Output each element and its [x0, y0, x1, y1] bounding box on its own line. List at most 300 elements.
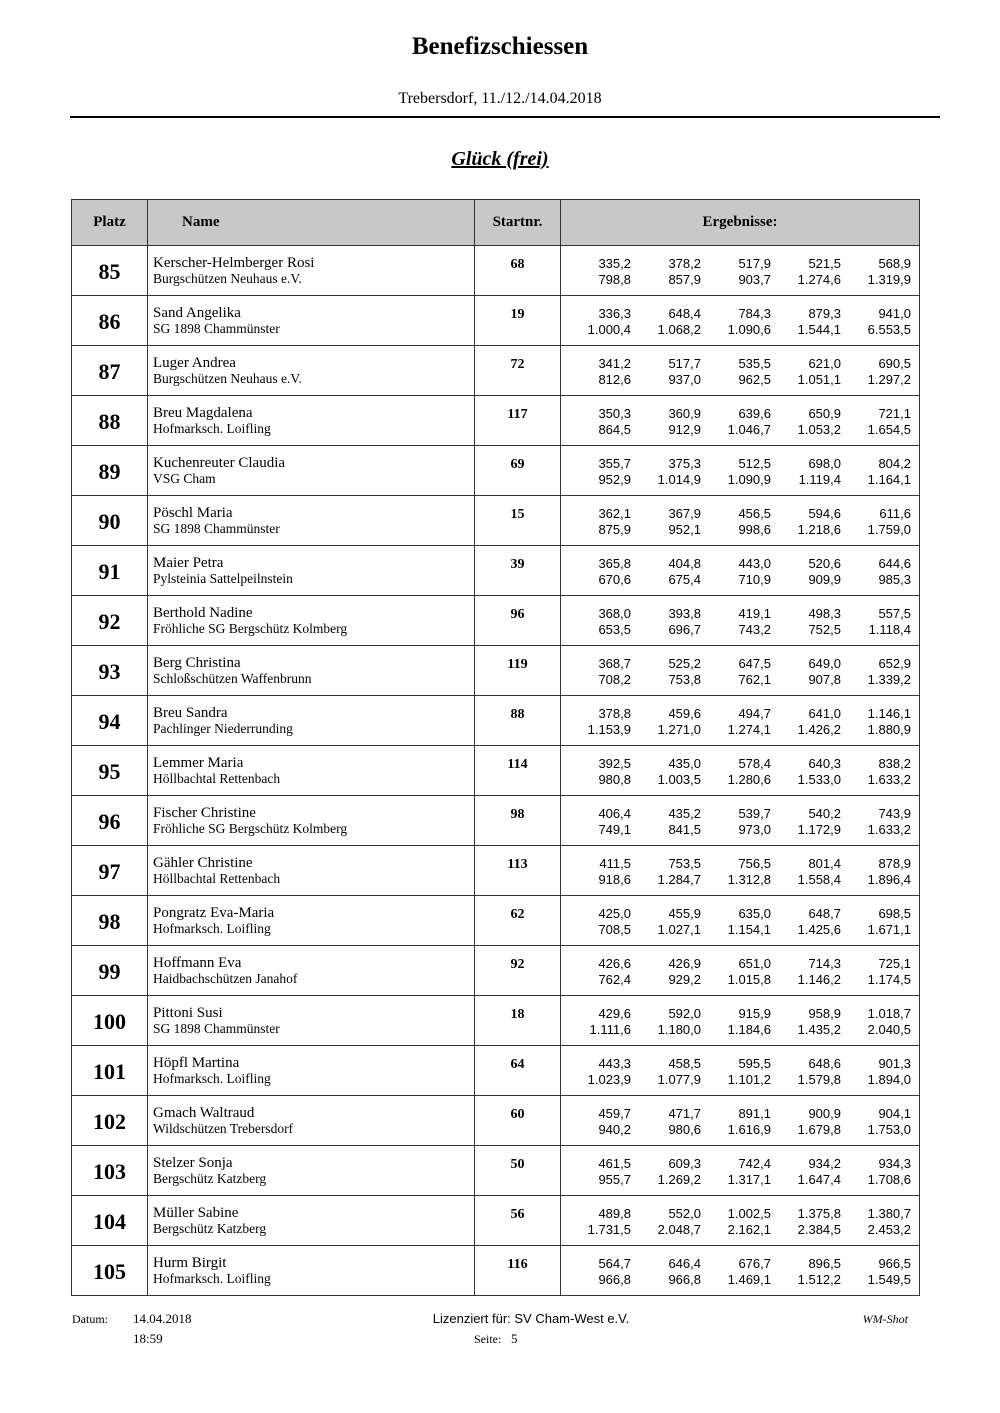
result-value: 1.180,0 — [657, 1022, 701, 1037]
result-value: 1.679,8 — [797, 1122, 841, 1137]
table-row — [72, 296, 920, 346]
result-value: 1.118,4 — [868, 622, 911, 637]
start-number: 68 — [475, 246, 561, 296]
result-value: 841,5 — [668, 822, 701, 837]
shooter-cell — [148, 796, 475, 846]
result-value: 557,5 — [878, 606, 911, 621]
result-value: 1.380,7 — [867, 1206, 911, 1221]
result-value: 517,9 — [738, 256, 771, 271]
results-table — [71, 199, 920, 1296]
results-cell — [561, 446, 920, 496]
result-value: 649,0 — [808, 656, 841, 671]
shooter-club: Bergschütz Katzberg — [153, 1171, 267, 1186]
result-value: 404,8 — [668, 556, 701, 571]
result-value: 520,6 — [808, 556, 841, 571]
shooter-cell — [148, 496, 475, 546]
start-number: 39 — [475, 546, 561, 596]
shooter-cell — [148, 446, 475, 496]
result-value: 929,2 — [668, 972, 701, 987]
footer-page-number: 5 — [511, 1331, 518, 1346]
shooter-name: Hurm Birgit — [153, 1255, 227, 1271]
results-grid — [561, 556, 911, 588]
result-value: 1.172,9 — [797, 822, 841, 837]
result-value: 1.297,2 — [867, 372, 911, 387]
footer-page-label: Seite: — [474, 1332, 502, 1346]
result-value: 1.101,2 — [727, 1072, 771, 1087]
result-value: 2.384,5 — [797, 1222, 841, 1237]
result-value: 966,8 — [598, 1272, 631, 1287]
table-row — [72, 1096, 920, 1146]
table-row — [72, 546, 920, 596]
result-value: 749,1 — [598, 822, 631, 837]
result-value: 1.671,1 — [867, 922, 911, 937]
shooter-name: Stelzer Sonja — [153, 1155, 233, 1171]
results-cell — [561, 696, 920, 746]
shooter-cell — [148, 596, 475, 646]
result-value: 1.000,4 — [587, 322, 631, 337]
footer-date-label: Datum: — [72, 1312, 108, 1326]
place-number: 91 — [72, 546, 148, 596]
footer-brand: WM-Shot — [862, 1312, 908, 1326]
results-cell — [561, 546, 920, 596]
results-cell — [561, 646, 920, 696]
result-value: 1.280,6 — [727, 772, 771, 787]
result-value: 676,7 — [738, 1256, 771, 1271]
start-number: 62 — [475, 896, 561, 946]
shooter-cell — [148, 996, 475, 1046]
place-number: 98 — [72, 896, 148, 946]
results-grid — [561, 756, 911, 788]
shooter-name: Hoffmann Eva — [153, 955, 242, 971]
result-value: 1.558,4 — [797, 872, 841, 887]
result-value: 1.880,9 — [867, 722, 911, 737]
result-value: 639,6 — [738, 406, 771, 421]
result-value: 1.533,0 — [797, 772, 841, 787]
shooter-cell — [148, 1246, 475, 1296]
results-cell — [561, 396, 920, 446]
result-value: 1.174,5 — [867, 972, 911, 987]
shooter-name: Gähler Christine — [153, 855, 253, 871]
table-row — [72, 396, 920, 446]
result-value: 1.002,5 — [727, 1206, 771, 1221]
result-value: 798,8 — [598, 272, 631, 287]
result-value: 698,5 — [878, 906, 911, 921]
results-grid — [561, 1206, 911, 1238]
start-number: 69 — [475, 446, 561, 496]
footer-date: 14.04.2018 — [133, 1311, 192, 1326]
result-value: 937,0 — [668, 372, 701, 387]
result-value: 1.759,0 — [867, 522, 911, 537]
result-value: 1.051,1 — [797, 372, 841, 387]
result-value: 708,5 — [598, 922, 631, 937]
shooter-name: Höpfl Martina — [153, 1055, 240, 1071]
result-value: 362,1 — [598, 506, 631, 521]
result-value: 1.003,5 — [657, 772, 701, 787]
result-value: 1.184,6 — [727, 1022, 771, 1037]
result-value: 1.633,2 — [867, 822, 911, 837]
start-number: 56 — [475, 1196, 561, 1246]
results-cell — [561, 796, 920, 846]
result-value: 6.553,5 — [867, 322, 911, 337]
shooter-name: Maier Petra — [153, 555, 224, 571]
result-value: 443,3 — [598, 1056, 631, 1071]
result-value: 1.426,2 — [797, 722, 841, 737]
shooter-cell — [148, 746, 475, 796]
result-value: 2.048,7 — [657, 1222, 701, 1237]
result-value: 1.894,0 — [867, 1072, 911, 1087]
results-cell — [561, 296, 920, 346]
result-value: 646,4 — [668, 1256, 701, 1271]
start-number: 92 — [475, 946, 561, 996]
shooter-cell — [148, 896, 475, 946]
shooter-name: Berg Christina — [153, 655, 241, 671]
column-header-startnr: Startnr. — [475, 200, 561, 246]
table-row — [72, 246, 920, 296]
start-number: 117 — [475, 396, 561, 446]
result-value: 350,3 — [598, 406, 631, 421]
result-value: 1.319,9 — [867, 272, 911, 287]
result-value: 595,5 — [738, 1056, 771, 1071]
place-number: 87 — [72, 346, 148, 396]
shooter-cell — [148, 246, 475, 296]
results-cell — [561, 946, 920, 996]
header-divider — [70, 116, 940, 118]
table-row — [72, 896, 920, 946]
shooter-club: Fröhliche SG Bergschütz Kolmberg — [153, 621, 348, 636]
section-title: Glück (frei) — [451, 148, 549, 170]
results-cell — [561, 496, 920, 546]
shooter-club: Schloßschützen Waffenbrunn — [153, 671, 312, 686]
result-value: 1.544,1 — [797, 322, 841, 337]
result-value: 879,3 — [808, 306, 841, 321]
table-row — [72, 596, 920, 646]
shooter-name: Breu Sandra — [153, 705, 228, 721]
place-number: 102 — [72, 1096, 148, 1146]
result-value: 896,5 — [808, 1256, 841, 1271]
table-row — [72, 1046, 920, 1096]
results-cell — [561, 896, 920, 946]
result-value: 1.339,2 — [867, 672, 911, 687]
shooter-club: Bergschütz Katzberg — [153, 1221, 267, 1236]
result-value: 801,4 — [808, 856, 841, 871]
result-value: 1.154,1 — [727, 922, 771, 937]
table-row — [72, 846, 920, 896]
results-grid — [561, 806, 911, 838]
shooter-cell — [148, 296, 475, 346]
result-value: 517,7 — [668, 356, 701, 371]
table-row — [72, 796, 920, 846]
result-value: 592,0 — [668, 1006, 701, 1021]
place-number: 92 — [72, 596, 148, 646]
result-value: 900,9 — [808, 1106, 841, 1121]
place-number: 97 — [72, 846, 148, 896]
start-number: 88 — [475, 696, 561, 746]
shooter-name: Pongratz Eva-Maria — [153, 905, 275, 921]
shooter-club: SG 1898 Chammünster — [153, 1021, 280, 1036]
result-value: 753,5 — [668, 856, 701, 871]
result-value: 690,5 — [878, 356, 911, 371]
result-value: 512,5 — [738, 456, 771, 471]
shooter-club: VSG Cham — [153, 471, 216, 486]
result-value: 568,9 — [878, 256, 911, 271]
result-value: 648,4 — [668, 306, 701, 321]
shooter-club: SG 1898 Chammünster — [153, 521, 280, 536]
place-number: 99 — [72, 946, 148, 996]
result-value: 621,0 — [808, 356, 841, 371]
result-value: 1.271,0 — [657, 722, 701, 737]
result-value: 456,5 — [738, 506, 771, 521]
result-value: 742,4 — [738, 1156, 771, 1171]
start-number: 19 — [475, 296, 561, 346]
result-value: 1.633,2 — [867, 772, 911, 787]
result-value: 652,9 — [878, 656, 911, 671]
results-grid — [561, 706, 911, 738]
place-number: 88 — [72, 396, 148, 446]
shooter-name: Kerscher-Helmberger Rosi — [153, 255, 315, 271]
results-grid — [561, 456, 911, 488]
result-value: 1.018,7 — [867, 1006, 911, 1021]
table-row — [72, 1146, 920, 1196]
result-value: 725,1 — [878, 956, 911, 971]
result-value: 539,7 — [738, 806, 771, 821]
results-grid — [561, 506, 911, 538]
result-value: 455,9 — [668, 906, 701, 921]
result-value: 934,2 — [808, 1156, 841, 1171]
start-number: 15 — [475, 496, 561, 546]
place-number: 86 — [72, 296, 148, 346]
result-value: 1.111,6 — [589, 1022, 631, 1037]
result-value: 2.040,5 — [867, 1022, 911, 1037]
result-value: 1.146,1 — [867, 706, 911, 721]
shooter-club: SG 1898 Chammünster — [153, 321, 280, 336]
results-cell — [561, 746, 920, 796]
result-value: 812,6 — [598, 372, 631, 387]
result-value: 1.090,6 — [727, 322, 771, 337]
results-cell — [561, 996, 920, 1046]
result-value: 540,2 — [808, 806, 841, 821]
result-value: 941,0 — [878, 306, 911, 321]
result-value: 878,9 — [878, 856, 911, 871]
result-value: 564,7 — [598, 1256, 631, 1271]
result-value: 1.284,7 — [657, 872, 701, 887]
shooter-cell — [148, 696, 475, 746]
shooter-name: Kuchenreuter Claudia — [153, 455, 286, 471]
result-value: 1.708,6 — [867, 1172, 911, 1187]
shooter-club: Pylsteinia Sattelpeilnstein — [153, 571, 293, 586]
result-value: 1.218,6 — [797, 522, 841, 537]
result-value: 1.753,0 — [867, 1122, 911, 1137]
result-value: 521,5 — [808, 256, 841, 271]
shooter-name: Pöschl Maria — [153, 505, 233, 521]
results-grid — [561, 906, 911, 938]
document-title: Benefizschiessen — [411, 33, 589, 60]
result-value: 891,1 — [738, 1106, 771, 1121]
result-value: 1.269,2 — [657, 1172, 701, 1187]
start-number: 113 — [475, 846, 561, 896]
result-value: 1.312,8 — [727, 872, 771, 887]
result-value: 1.046,7 — [727, 422, 771, 437]
result-value: 435,0 — [668, 756, 701, 771]
result-value: 784,3 — [738, 306, 771, 321]
result-value: 1.274,6 — [797, 272, 841, 287]
result-value: 966,5 — [878, 1256, 911, 1271]
result-value: 609,3 — [668, 1156, 701, 1171]
result-value: 708,2 — [598, 672, 631, 687]
result-value: 459,7 — [598, 1106, 631, 1121]
shooter-cell — [148, 396, 475, 446]
result-value: 998,6 — [738, 522, 771, 537]
result-value: 1.896,4 — [867, 872, 911, 887]
results-grid — [561, 1256, 911, 1288]
result-value: 670,6 — [598, 572, 631, 587]
results-grid — [561, 356, 911, 388]
result-value: 1.027,1 — [657, 922, 701, 937]
shooter-cell — [148, 346, 475, 396]
shooter-club: Hofmarksch. Loifling — [153, 1071, 271, 1086]
column-header-name: Name — [148, 200, 475, 246]
result-value: 648,7 — [808, 906, 841, 921]
result-value: 1.317,1 — [727, 1172, 771, 1187]
shooter-club: Hofmarksch. Loifling — [153, 921, 271, 936]
result-value: 647,5 — [738, 656, 771, 671]
result-value: 471,7 — [668, 1106, 701, 1121]
results-grid — [561, 256, 911, 288]
shooter-name: Luger Andrea — [153, 355, 236, 371]
result-value: 489,8 — [598, 1206, 631, 1221]
shooter-club: Wildschützen Trebersdorf — [153, 1121, 294, 1136]
result-value: 365,8 — [598, 556, 631, 571]
result-value: 459,6 — [668, 706, 701, 721]
result-value: 752,5 — [808, 622, 841, 637]
result-value: 494,7 — [738, 706, 771, 721]
shooter-cell — [148, 846, 475, 896]
shooter-club: Burgschützen Neuhaus e.V. — [153, 371, 302, 386]
start-number: 96 — [475, 596, 561, 646]
result-value: 1.731,5 — [587, 1222, 631, 1237]
start-number: 18 — [475, 996, 561, 1046]
result-value: 443,0 — [738, 556, 771, 571]
results-cell — [561, 1196, 920, 1246]
result-value: 644,6 — [878, 556, 911, 571]
start-number: 116 — [475, 1246, 561, 1296]
shooter-cell — [148, 946, 475, 996]
table-row — [72, 996, 920, 1046]
result-value: 743,2 — [738, 622, 771, 637]
results-grid — [561, 1056, 911, 1088]
shooter-name: Berthold Nadine — [153, 605, 253, 621]
shooter-club: Höllbachtal Rettenbach — [153, 771, 281, 786]
table-row — [72, 346, 920, 396]
result-value: 1.579,8 — [797, 1072, 841, 1087]
result-value: 1.435,2 — [797, 1022, 841, 1037]
result-value: 904,1 — [878, 1106, 911, 1121]
result-value: 909,9 — [808, 572, 841, 587]
result-value: 2.453,2 — [867, 1222, 911, 1237]
result-value: 429,6 — [598, 1006, 631, 1021]
results-grid — [561, 656, 911, 688]
result-value: 804,2 — [878, 456, 911, 471]
result-value: 857,9 — [668, 272, 701, 287]
results-grid — [561, 1106, 911, 1138]
result-value: 838,2 — [878, 756, 911, 771]
results-grid — [561, 1006, 911, 1038]
result-value: 641,0 — [808, 706, 841, 721]
results-grid — [561, 1156, 911, 1188]
shooter-club: Haidbachschützen Janahof — [153, 971, 298, 986]
table-row — [72, 1246, 920, 1296]
place-number: 104 — [72, 1196, 148, 1246]
result-value: 336,3 — [598, 306, 631, 321]
page-footer — [0, 1303, 1000, 1363]
result-value: 375,3 — [668, 456, 701, 471]
shooter-name: Sand Angelika — [153, 305, 241, 321]
column-header-ergebnisse: Ergebnisse: — [561, 200, 920, 246]
table-row — [72, 746, 920, 796]
shooter-cell — [148, 1146, 475, 1196]
result-value: 743,9 — [878, 806, 911, 821]
result-value: 426,9 — [668, 956, 701, 971]
start-number: 60 — [475, 1096, 561, 1146]
start-number: 72 — [475, 346, 561, 396]
result-value: 980,6 — [668, 1122, 701, 1137]
result-value: 426,6 — [598, 956, 631, 971]
result-value: 1.274,1 — [727, 722, 771, 737]
result-value: 650,9 — [808, 406, 841, 421]
place-number: 90 — [72, 496, 148, 546]
result-value: 367,9 — [668, 506, 701, 521]
shooter-name: Müller Sabine — [153, 1205, 239, 1221]
result-value: 360,9 — [668, 406, 701, 421]
result-value: 864,5 — [598, 422, 631, 437]
result-value: 940,2 — [598, 1122, 631, 1137]
result-value: 425,0 — [598, 906, 631, 921]
result-value: 1.119,4 — [798, 472, 841, 487]
result-value: 875,9 — [598, 522, 631, 537]
start-number: 50 — [475, 1146, 561, 1196]
table-row — [72, 946, 920, 996]
result-value: 958,9 — [808, 1006, 841, 1021]
result-value: 1.068,2 — [657, 322, 701, 337]
result-value: 934,3 — [878, 1156, 911, 1171]
result-value: 1.425,6 — [797, 922, 841, 937]
result-value: 653,5 — [598, 622, 631, 637]
results-cell — [561, 1096, 920, 1146]
result-value: 1.053,2 — [797, 422, 841, 437]
place-number: 95 — [72, 746, 148, 796]
shooter-name: Fischer Christine — [153, 805, 256, 821]
result-value: 918,6 — [598, 872, 631, 887]
shooter-club: Fröhliche SG Bergschütz Kolmberg — [153, 821, 348, 836]
result-value: 1.469,1 — [727, 1272, 771, 1287]
result-value: 1.023,9 — [587, 1072, 631, 1087]
shooter-club: Höllbachtal Rettenbach — [153, 871, 281, 886]
result-value: 419,1 — [738, 606, 771, 621]
result-value: 915,9 — [738, 1006, 771, 1021]
result-value: 1.647,4 — [797, 1172, 841, 1187]
result-value: 952,9 — [598, 472, 631, 487]
result-value: 698,0 — [808, 456, 841, 471]
shooter-club: Hofmarksch. Loifling — [153, 1271, 271, 1286]
result-value: 611,6 — [879, 506, 911, 521]
result-value: 696,7 — [668, 622, 701, 637]
shooter-club: Hofmarksch. Loifling — [153, 421, 271, 436]
result-value: 901,3 — [878, 1056, 911, 1071]
start-number: 64 — [475, 1046, 561, 1096]
place-number: 105 — [72, 1246, 148, 1296]
place-number: 94 — [72, 696, 148, 746]
results-grid — [561, 406, 911, 438]
table-row — [72, 696, 920, 746]
